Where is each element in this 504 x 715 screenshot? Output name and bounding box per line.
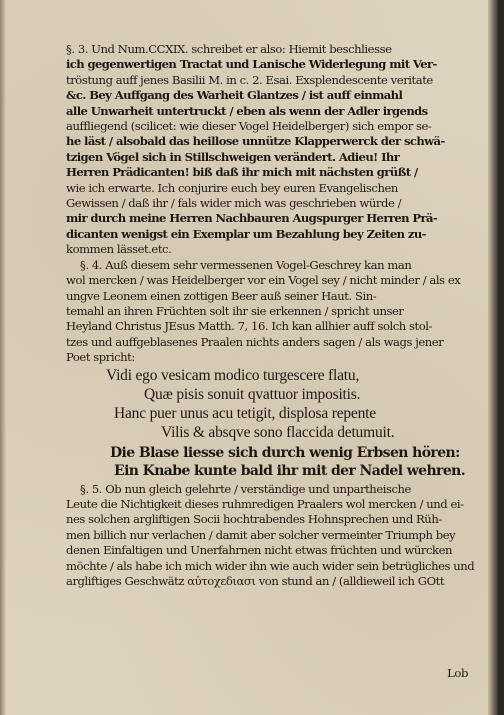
text-line: argliftiges Geschwätz αὐτοχεδιασι von stund an / (alldieweil ich GOtt — [66, 573, 445, 588]
text-line: temahl an ihren Früchten solt ihr sie erkennen / spricht unser — [66, 303, 404, 318]
text-line: Gewissen / daß ihr / fals wider mich was geschrieben würde / — [66, 196, 402, 211]
text-line: tzes und auffgeblasenes Praalen nichts anders sagen / als wags jener — [66, 334, 444, 349]
text-line: ungve Leonem einen zottigen Beer auß seiner Haut. Sin- — [66, 288, 377, 303]
text-line: nes solchen argliftigen Socii hochtrabendes Hohnsprechen und Rüh- — [66, 512, 442, 527]
couplet-line: Ein Knabe kunte bald ihr mit der Nadel wehren. — [114, 462, 465, 479]
text-line: he läst / alsobald das heillose unnütze Klapperwerck der schwä- — [66, 134, 445, 149]
text-line: auffliegend (scilicet: wie dieser Vogel Heidelberger) sich empor se- — [66, 119, 432, 134]
text-line: mir durch meine Herren Nachbauren Augspurger Herren Prä- — [66, 211, 438, 226]
text-line: möchte / als habe ich mich wider ihn wie auch wider sein betrügliches und — [66, 558, 475, 573]
verse-line: Quæ pisis sonuit qvattuor impositis. — [144, 385, 361, 403]
text-line: §. 3. Und Num.CCXIX. schreibet er also: Hiemit beschliesse — [66, 42, 392, 56]
text-line: Heyland Christus JEsus Matth. 7, 16. Ich kan allhier auff solch stol- — [66, 319, 432, 334]
text-line: Poet spricht: — [66, 350, 135, 365]
text-line: denen Einfaltigen und Unerfahrnen nicht etwas früchten und würcken — [66, 543, 453, 558]
text-line: &c. Bey Auffgang des Warheit Glantzes / ist auff einmahl — [66, 88, 403, 103]
text-line: Leute die Nichtigkeit dieses ruhmredigen Praalers wol mercken / und ei- — [66, 496, 464, 511]
text-line: kommen lässet.etc. — [66, 242, 172, 257]
couplet-line: Die Blase liesse sich durch wenig Erbsen hören: — [110, 444, 460, 461]
text-line: alle Unwarheit untertruckt / eben als wenn der Adler irgends — [66, 103, 428, 118]
text-line: §. 5. Ob nun gleich gelehrte / verständige und unpartheische — [80, 481, 411, 496]
page-gutter — [488, 0, 498, 715]
text-line: ich gegenwertigen Tractat und Lanische Widerlegung mit Ver- — [66, 57, 437, 72]
text-line: wol mercken / was Heidelberger vor ein Vogel sey / nicht minder / als ex — [66, 273, 461, 288]
text-line: §. 4. Auß diesem sehr vermessenen Vogel-Geschrey kan man — [80, 257, 412, 272]
text-line: Herren Prädicanten! biß daß ihr mich mit nächsten grüßt / — [66, 165, 418, 180]
verse-line: Vidi ego vesicam modico turgescere flatu, — [106, 366, 360, 384]
catchword: Lob — [447, 666, 468, 680]
verse-line: Hanc puer unus acu tetigit, displosa repente — [114, 404, 376, 422]
page-text — [66, 42, 480, 589]
text-line: wie ich erwarte. Ich conjurire euch bey euren Evangelischen — [66, 180, 398, 195]
text-line: tzigen Vögel sich in Stillschweigen verändert. Adieu! Ihr — [66, 149, 400, 164]
text-line: men billich nur verlachen / damit aber solcher vermeinter Triumph bey — [66, 527, 456, 542]
text-line: dicanten wenigst ein Exemplar um Bezahlung bey Zeiten zu- — [66, 226, 426, 241]
page-edge-shadow — [0, 0, 6, 715]
verse-line: Vilis & absqve sono flaccida detumuit. — [161, 423, 395, 441]
text-line: tröstung auff jenes Basilii M. in c. 2. Esai. Exsplendescente veritate — [66, 72, 433, 87]
